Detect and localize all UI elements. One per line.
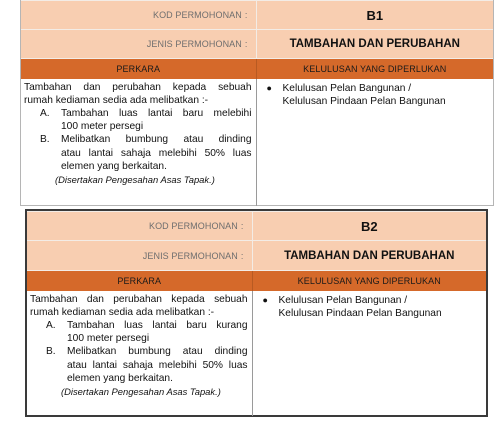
item-a-line-1: Tambahan luas lantai baru kurang <box>67 319 248 331</box>
content-row <box>27 291 486 416</box>
item-a-line-1: Tambahan luas lantai baru melebihi <box>61 107 252 119</box>
perkara-cell <box>21 79 256 206</box>
bullet-icon: ● <box>266 82 272 93</box>
item-b-line-2: atau lantai sahaja melebihi 50% luas <box>61 147 252 159</box>
note-text: (Disertakan Pengesahan Asas Tapak.) <box>55 173 215 185</box>
column-header-row <box>21 59 493 79</box>
intro-line-2: rumah kediaman sedia ada melibatkan :- <box>30 306 215 318</box>
kod-label-cell <box>27 212 252 241</box>
jenis-colon: : <box>244 39 248 49</box>
intro-line-1: Tambahan dan perubahan kepada sebuah <box>24 81 252 93</box>
item-a-line-2: 100 meter persegi <box>67 333 150 345</box>
application-table-b1 <box>21 0 493 206</box>
kod-colon: : <box>240 221 244 231</box>
perkara-header: PERKARA <box>21 59 256 79</box>
jenis-label-cell <box>27 241 252 271</box>
item-b-line-1: Melibatkan bumbung atau dinding <box>61 134 252 146</box>
column-header-row <box>27 271 486 291</box>
kod-value: B2 <box>252 212 486 241</box>
approval-bullet-item <box>267 82 490 108</box>
perkara-cell <box>27 291 252 416</box>
content-row <box>21 79 493 206</box>
approval-line-1: Kelulusan Pelan Bangunan / <box>278 294 408 306</box>
list-item-a <box>30 319 248 345</box>
kelulusan-cell <box>256 79 493 206</box>
kod-value: B1 <box>256 1 493 30</box>
application-card-b2 <box>25 209 488 417</box>
list-marker-a: A. <box>40 107 50 119</box>
approval-line-1: Kelulusan Pelan Bangunan / <box>282 82 412 94</box>
intro-line-2: rumah kediaman sedia ada melibatkan :- <box>24 94 209 106</box>
jenis-value: TAMBAHAN DAN PERUBAHAN <box>252 241 486 271</box>
item-b-line-1: Melibatkan bumbung atau dinding <box>67 346 248 358</box>
list-marker-b: B. <box>46 346 56 358</box>
kod-colon: : <box>244 10 248 20</box>
item-a-line-2: 100 meter persegi <box>61 121 144 133</box>
approval-line-2: Kelulusan Pindaan Pelan Bangunan <box>278 307 442 319</box>
perkara-header: PERKARA <box>27 271 252 291</box>
list-item-b <box>24 133 252 173</box>
kelulusan-header: KELULUSAN YANG DIPERLUKAN <box>252 271 486 291</box>
jenis-label: JENIS PERMOHONAN <box>146 39 242 49</box>
application-table-b2 <box>27 211 486 416</box>
kod-row <box>27 212 486 241</box>
approval-bullet-item <box>263 294 483 320</box>
approval-line-2: Kelulusan Pindaan Pelan Bangunan <box>282 95 446 107</box>
kod-row <box>21 1 493 30</box>
jenis-value: TAMBAHAN DAN PERUBAHAN <box>256 30 493 59</box>
application-card-b1 <box>20 0 494 206</box>
intro-line-1: Tambahan dan perubahan kepada sebuah <box>30 293 248 305</box>
jenis-row <box>27 241 486 271</box>
item-b-line-3: elemen yang berkaitan. <box>61 160 167 172</box>
list-marker-b: B. <box>40 134 50 146</box>
bullet-icon: ● <box>262 294 268 305</box>
jenis-colon: : <box>240 250 244 261</box>
item-b-line-3: elemen yang berkaitan. <box>67 372 173 384</box>
jenis-row <box>21 30 493 59</box>
kod-label: KOD PERMOHONAN <box>148 221 238 231</box>
list-marker-a: A. <box>46 319 56 331</box>
jenis-label: JENIS PERMOHONAN <box>142 250 238 261</box>
list-item-a <box>24 107 252 133</box>
jenis-label-cell <box>21 30 256 59</box>
note-text: (Disertakan Pengesahan Asas Tapak.) <box>61 385 221 397</box>
kelulusan-cell <box>252 291 486 416</box>
kod-label: KOD PERMOHONAN <box>152 10 242 20</box>
kod-label-cell <box>21 1 256 30</box>
kelulusan-header: KELULUSAN YANG DIPERLUKAN <box>256 59 493 79</box>
item-b-line-2: atau lantai sahaja melebihi 50% luas <box>67 359 248 371</box>
list-item-b <box>30 345 248 385</box>
